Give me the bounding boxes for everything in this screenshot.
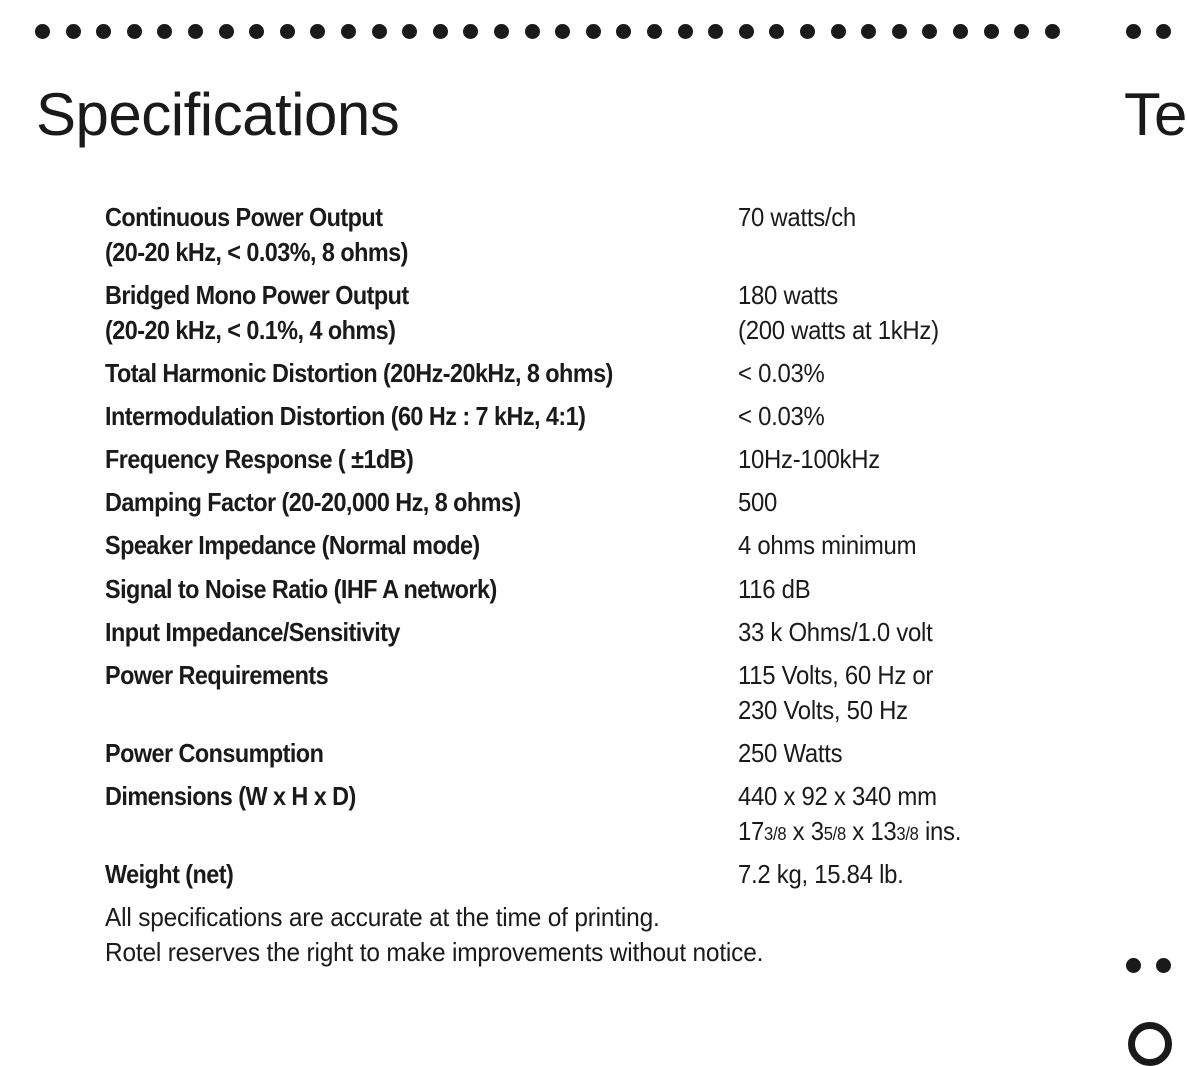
dot — [280, 24, 295, 39]
next-page-title-fragment: Te — [1124, 81, 1187, 148]
dot — [555, 24, 570, 39]
dot — [1156, 24, 1171, 39]
dot — [35, 24, 50, 39]
spec-value: 180 watts (200 watts at 1kHz) — [738, 280, 939, 345]
dot — [1014, 24, 1029, 39]
dot — [1045, 24, 1060, 39]
spec-value: 116 dB — [738, 574, 811, 604]
spec-value: 115 Volts, 60 Hz or 230 Volts, 50 Hz — [738, 660, 934, 725]
dot — [372, 24, 387, 39]
spec-value: 7.2 kg, 15.84 lb. — [738, 859, 904, 889]
spec-value: 440 x 92 x 340 mm 173/8 x 35/8 x 133/8 ins. — [738, 779, 961, 852]
spec-label: Continuous Power Output (20-20 kHz, < 0.03%, 8 ohms) — [105, 202, 408, 267]
spec-value: 500 — [738, 487, 778, 517]
spec-label: Power Consumption — [105, 738, 324, 768]
spec-label: Bridged Mono Power Output (20-20 kHz, < 0.1%, 4 ohms) — [105, 280, 409, 345]
dot — [249, 24, 264, 39]
top-dot-rule-next-page — [1120, 22, 1179, 42]
dot — [1126, 958, 1141, 973]
dot — [341, 24, 356, 39]
dot — [678, 24, 693, 39]
spec-label: Weight (net) — [105, 859, 234, 889]
spec-value: 70 watts/ch — [738, 202, 856, 232]
dot — [494, 24, 509, 39]
spec-label: Input Impedance/Sensitivity — [105, 617, 400, 647]
spec-value: 4 ohms minimum — [738, 530, 917, 560]
dot — [463, 24, 478, 39]
dot — [861, 24, 876, 39]
dot — [800, 24, 815, 39]
spec-label: Speaker Impedance (Normal mode) — [105, 530, 480, 560]
dot — [157, 24, 172, 39]
dot — [310, 24, 325, 39]
dot — [433, 24, 448, 39]
spec-value: < 0.03% — [738, 401, 825, 431]
dot — [892, 24, 907, 39]
page-title: Specifications — [36, 81, 400, 148]
spec-label: Signal to Noise Ratio (IHF A network) — [105, 574, 497, 604]
dot — [708, 24, 723, 39]
spec-label: Intermodulation Distortion (60 Hz : 7 kHz, 4:1) — [105, 401, 586, 431]
dot — [586, 24, 601, 39]
dot — [647, 24, 662, 39]
dot — [984, 24, 999, 39]
dot — [831, 24, 846, 39]
dot — [1126, 24, 1141, 39]
dot — [402, 24, 417, 39]
dot — [953, 24, 968, 39]
spec-value: 10Hz-100kHz — [738, 444, 880, 474]
spec-label: Frequency Response ( ±1dB) — [105, 444, 414, 474]
dot — [769, 24, 784, 39]
spec-label: Total Harmonic Distortion (20Hz-20kHz, 8 ohms) — [105, 358, 613, 388]
footnote: All specifications are accurate at the time of printing. Rotel reserves the right to make improvements without notice. — [105, 902, 764, 967]
dot — [127, 24, 142, 39]
dot — [96, 24, 111, 39]
spec-value: < 0.03% — [738, 358, 825, 388]
dot — [616, 24, 631, 39]
dot — [922, 24, 937, 39]
spec-label: Power Requirements — [105, 660, 329, 690]
next-page-icon-fragment — [1128, 1022, 1172, 1066]
dot — [525, 24, 540, 39]
dot — [188, 24, 203, 39]
top-dot-rule — [0, 22, 1070, 42]
spec-label: Damping Factor (20-20,000 Hz, 8 ohms) — [105, 487, 521, 517]
dimensions-imperial: 173/8 x 35/8 x 133/8 ins. — [738, 816, 962, 846]
bottom-dot-rule-next-page — [1120, 956, 1179, 976]
dot — [1156, 958, 1171, 973]
dot — [66, 24, 81, 39]
spec-value: 250 Watts — [738, 738, 843, 768]
spec-value: 33 k Ohms/1.0 volt — [738, 617, 933, 647]
dot — [739, 24, 754, 39]
dot — [219, 24, 234, 39]
spec-label: Dimensions (W x H x D) — [105, 781, 356, 811]
